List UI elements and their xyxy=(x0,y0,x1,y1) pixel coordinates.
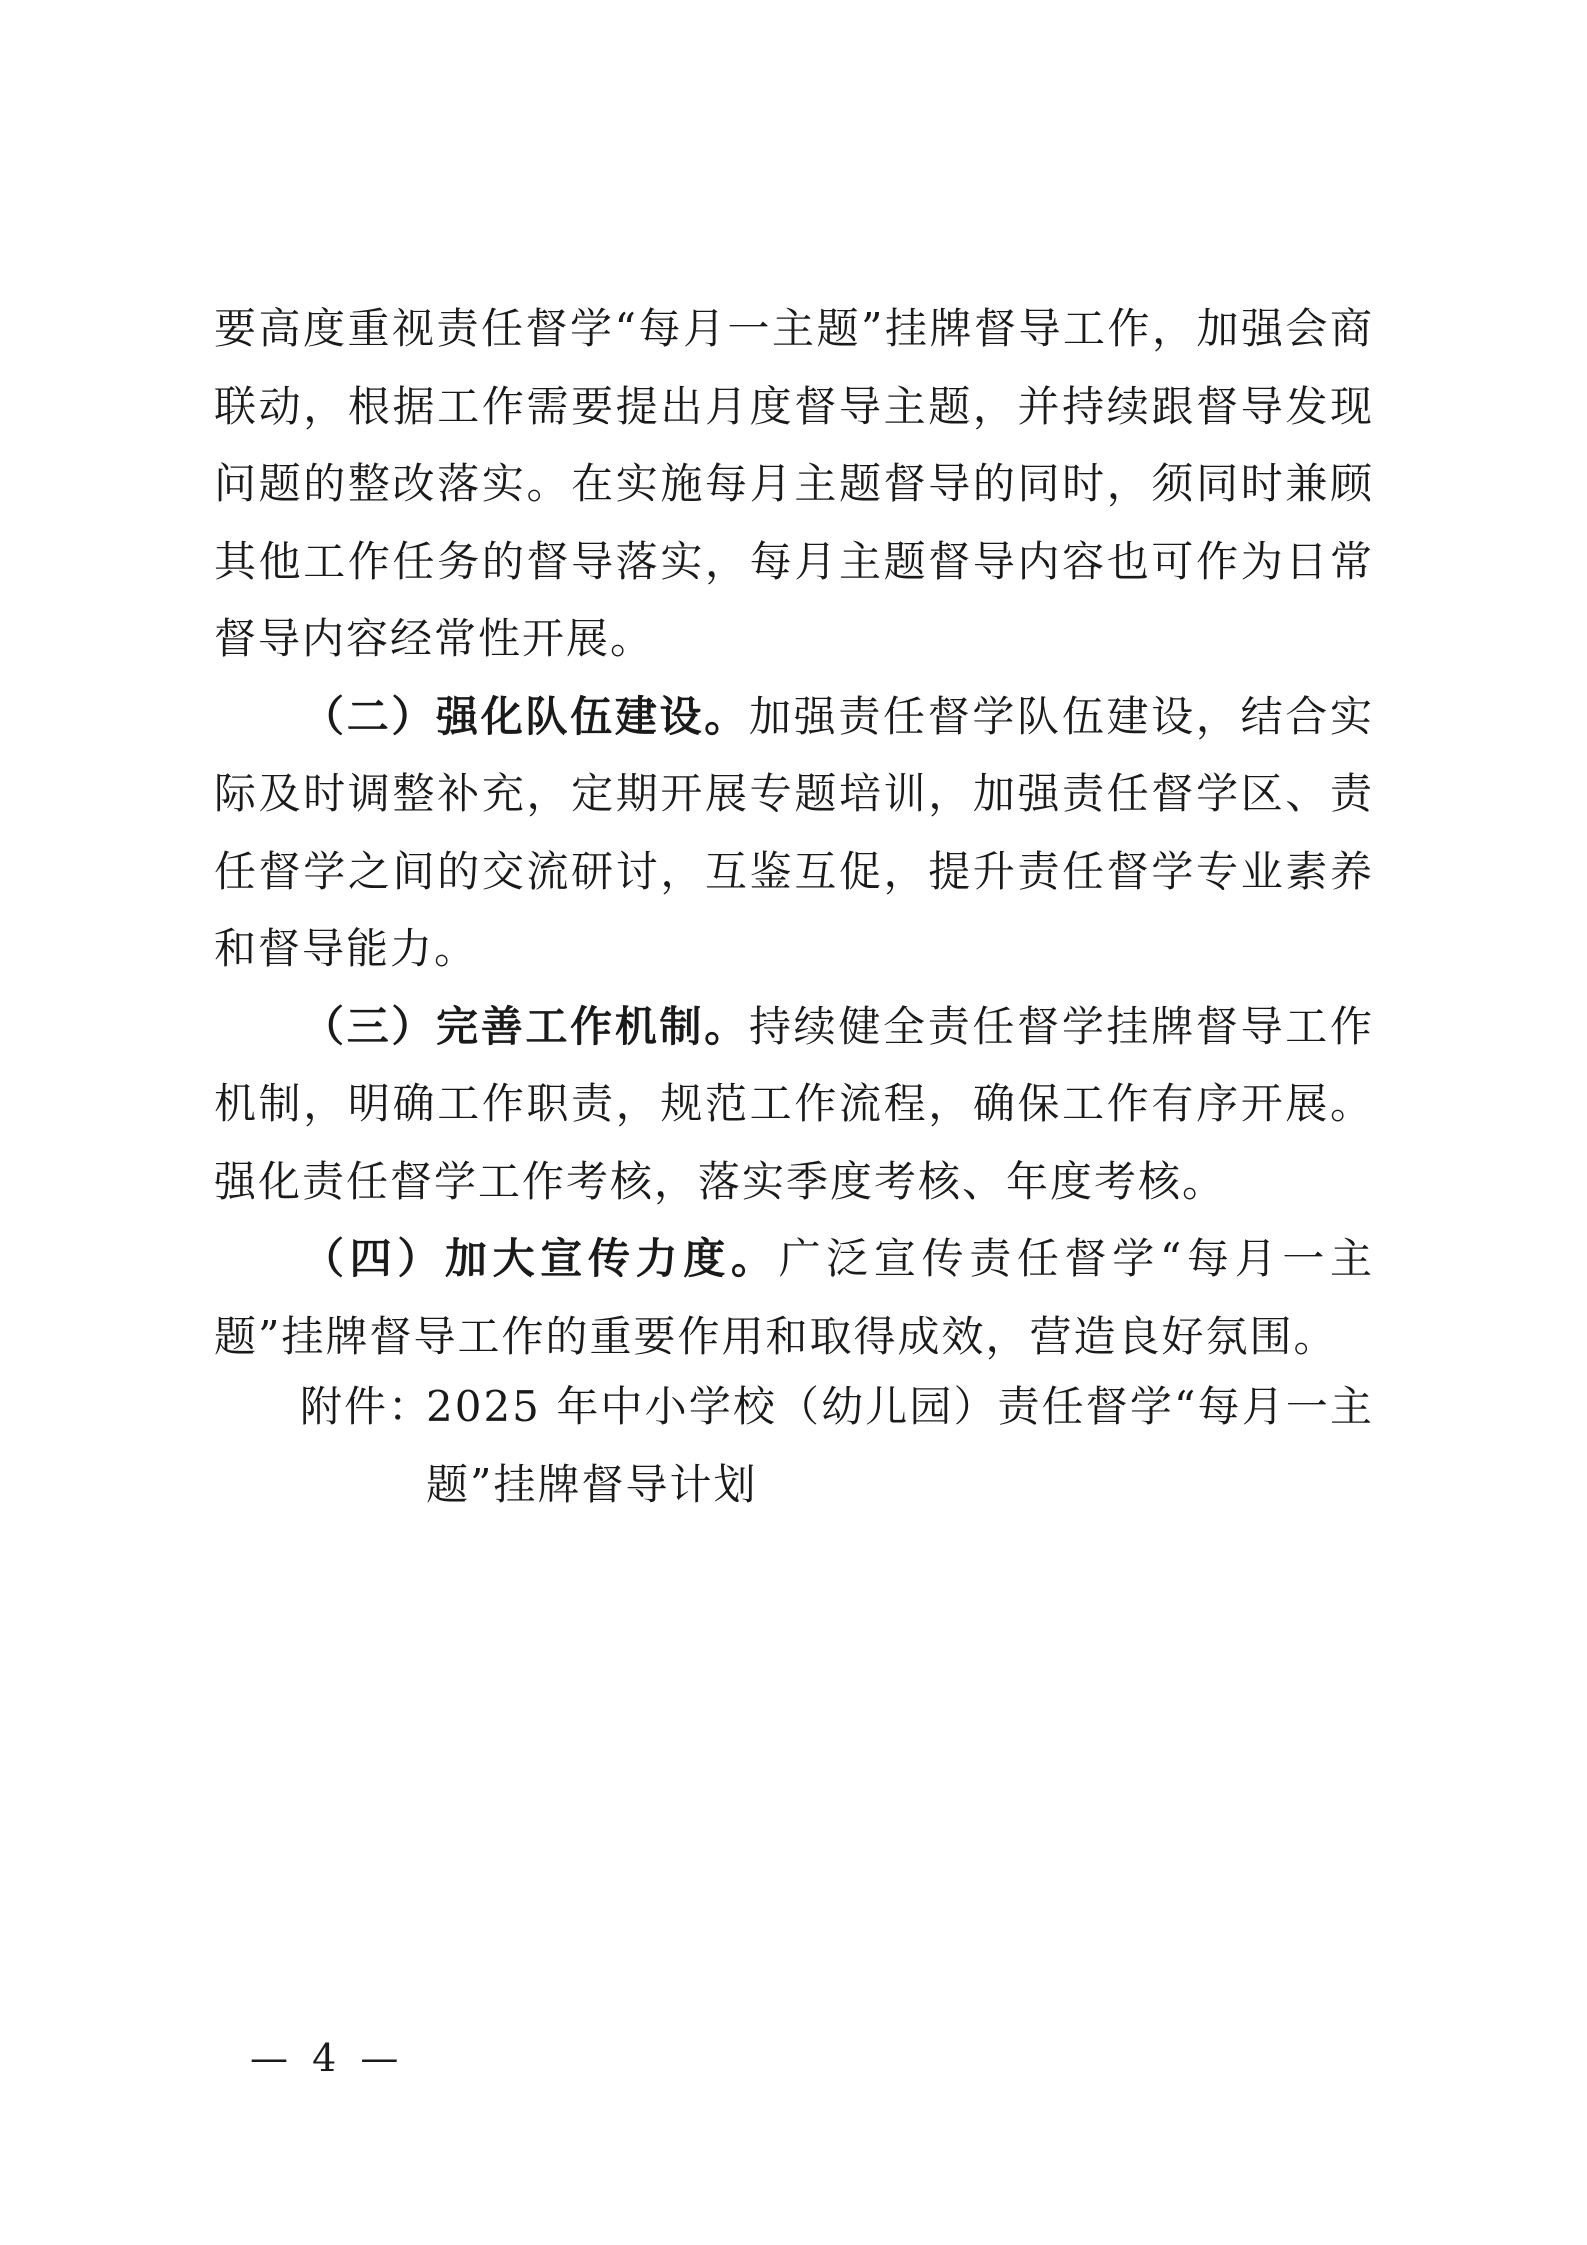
paragraph-3 xyxy=(214,988,1374,1221)
section-heading-4: （四）加大宣传力度。 xyxy=(302,1234,779,1283)
page-number: — 4 — xyxy=(250,2036,405,2080)
section-heading-2: （二）强化队伍建设。 xyxy=(302,691,749,741)
section-heading-3: （三）完善工作机制。 xyxy=(302,1001,749,1051)
attachment-label: 附件： xyxy=(300,1382,433,1431)
attachment-link[interactable]: 2025 年中小学校（幼儿园）责任督学“每月一主题”挂牌督导计划 xyxy=(426,1382,1374,1509)
section-text-4: 广泛宣传责任督学“每月一主题”挂牌督导工作的重要作用和取得成效，营造良好氛围。 xyxy=(214,1234,1374,1361)
paragraph-4 xyxy=(214,1220,1374,1375)
attachment xyxy=(300,1368,1374,1523)
section-text-2: 加强责任督学队伍建设，结合实际及时调整补充，定期开展专题培训，加强责任督学区、责任督学之间的交流研讨，互鉴互促，提升责任督学专业素养和督导能力。 xyxy=(214,691,1374,973)
paragraph-1: 要高度重视责任督学“每月一主题”挂牌督导工作，加强会商联动，根据工作需要提出月度督导主题，并持续跟督导发现问题的整改落实。在实施每月主题督导的同时，须同时兼顾其他工作任务的督导落实，每月主题督导内容也可作为日常督导内容经常性开展。 xyxy=(214,304,1374,663)
section-text-3: 持续健全责任督学挂牌督导工作机制，明确工作职责，规范工作流程，确保工作有序开展。强化责任督学工作考核，落实季度考核、年度考核。 xyxy=(214,1001,1374,1206)
paragraph-2 xyxy=(214,678,1374,988)
body-text xyxy=(214,290,1374,1375)
